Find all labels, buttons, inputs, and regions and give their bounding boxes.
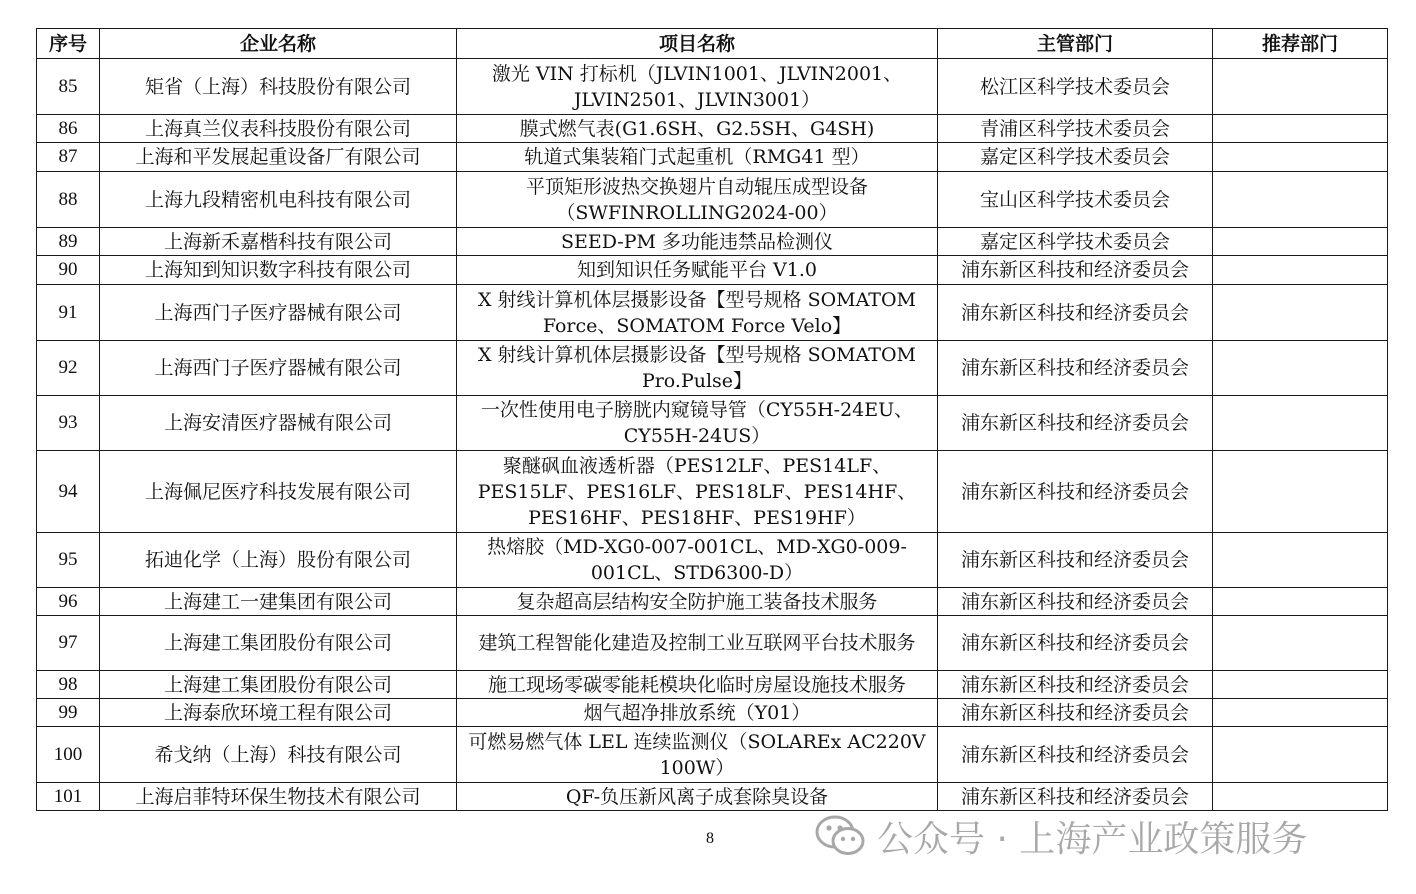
cell-dept: 浦东新区科技和经济委员会 xyxy=(938,727,1213,783)
cell-dept: 浦东新区科技和经济委员会 xyxy=(938,285,1213,341)
cell-company: 上海佩尼医疗科技发展有限公司 xyxy=(100,451,457,533)
cell-no: 90 xyxy=(37,256,100,285)
cell-recommender xyxy=(1213,341,1388,396)
cell-dept: 浦东新区科技和经济委员会 xyxy=(938,616,1213,671)
table-row xyxy=(37,143,1388,172)
cell-no: 89 xyxy=(37,228,100,256)
cell-recommender xyxy=(1213,172,1388,228)
cell-recommender xyxy=(1213,115,1388,143)
cell-project: 聚醚砜血液透析器（PES12LF、PES14LF、PES15LF、PES16LF、PES18LF、PES14HF、PES16HF、PES18HF、PES19HF） xyxy=(457,451,938,533)
cell-project: 烟气超净排放系统（Y01） xyxy=(457,699,938,727)
cell-recommender xyxy=(1213,256,1388,285)
cell-dept: 浦东新区科技和经济委员会 xyxy=(938,341,1213,396)
cell-project: 一次性使用电子膀胱内窥镜导管（CY55H-24EU、CY55H-24US） xyxy=(457,396,938,451)
cell-dept: 浦东新区科技和经济委员会 xyxy=(938,671,1213,699)
cell-recommender xyxy=(1213,727,1388,783)
cell-no: 92 xyxy=(37,341,100,396)
cell-company: 矩省（上海）科技股份有限公司 xyxy=(100,59,457,115)
cell-recommender xyxy=(1213,396,1388,451)
cell-dept: 浦东新区科技和经济委员会 xyxy=(938,256,1213,285)
cell-no: 93 xyxy=(37,396,100,451)
header-dept: 主管部门 xyxy=(938,29,1213,59)
cell-recommender xyxy=(1213,671,1388,699)
cell-no: 85 xyxy=(37,59,100,115)
header-project: 项目名称 xyxy=(457,29,938,59)
cell-recommender xyxy=(1213,588,1388,616)
cell-project: 建筑工程智能化建造及控制工业互联网平台技术服务 xyxy=(457,616,938,671)
table-row xyxy=(37,115,1388,143)
table-row xyxy=(37,59,1388,115)
cell-company: 拓迪化学（上海）股份有限公司 xyxy=(100,533,457,588)
cell-no: 94 xyxy=(37,451,100,533)
cell-recommender xyxy=(1213,783,1388,811)
cell-company: 上海建工集团股份有限公司 xyxy=(100,616,457,671)
table-row xyxy=(37,172,1388,228)
cell-recommender xyxy=(1213,285,1388,341)
cell-company: 上海九段精密机电科技有限公司 xyxy=(100,172,457,228)
cell-company: 上海启菲特环保生物技术有限公司 xyxy=(100,783,457,811)
cell-company: 上海真兰仪表科技股份有限公司 xyxy=(100,115,457,143)
cell-project: 激光 VIN 打标机（JLVIN1001、JLVIN2001、JLVIN2501、JLVIN3001） xyxy=(457,59,938,115)
cell-project: X 射线计算机体层摄影设备【型号规格 SOMATOM Pro.Pulse】 xyxy=(457,341,938,396)
cell-recommender xyxy=(1213,451,1388,533)
cell-company: 上海知到知识数字科技有限公司 xyxy=(100,256,457,285)
table-row xyxy=(37,727,1388,783)
cell-dept: 嘉定区科学技术委员会 xyxy=(938,143,1213,172)
cell-no: 91 xyxy=(37,285,100,341)
cell-project: 施工现场零碳零能耗模块化临时房屋设施技术服务 xyxy=(457,671,938,699)
cell-dept: 浦东新区科技和经济委员会 xyxy=(938,451,1213,533)
cell-dept: 浦东新区科技和经济委员会 xyxy=(938,396,1213,451)
table-row xyxy=(37,228,1388,256)
table-row xyxy=(37,588,1388,616)
cell-company: 希戈纳（上海）科技有限公司 xyxy=(100,727,457,783)
cell-company: 上海新禾嘉楷科技有限公司 xyxy=(100,228,457,256)
cell-company: 上海西门子医疗器械有限公司 xyxy=(100,341,457,396)
cell-dept: 浦东新区科技和经济委员会 xyxy=(938,533,1213,588)
table-row xyxy=(37,671,1388,699)
page-number: 8 xyxy=(706,830,714,847)
cell-project: 平顶矩形波热交换翅片自动辊压成型设备（SWFINROLLING2024-00） xyxy=(457,172,938,228)
cell-no: 99 xyxy=(37,699,100,727)
table-row xyxy=(37,341,1388,396)
cell-recommender xyxy=(1213,143,1388,172)
cell-company: 上海和平发展起重设备厂有限公司 xyxy=(100,143,457,172)
cell-project: SEED-PM 多功能违禁品检测仪 xyxy=(457,228,938,256)
cell-recommender xyxy=(1213,533,1388,588)
cell-dept: 宝山区科学技术委员会 xyxy=(938,172,1213,228)
cell-dept: 松江区科学技术委员会 xyxy=(938,59,1213,115)
table-row xyxy=(37,699,1388,727)
cell-no: 97 xyxy=(37,616,100,671)
cell-recommender xyxy=(1213,228,1388,256)
cell-project: 膜式燃气表(G1.6SH、G2.5SH、G4SH) xyxy=(457,115,938,143)
cell-no: 100 xyxy=(37,727,100,783)
wechat-icon xyxy=(815,814,867,858)
cell-company: 上海建工集团股份有限公司 xyxy=(100,671,457,699)
header-recommender: 推荐部门 xyxy=(1213,29,1388,59)
cell-project: 知到知识任务赋能平台 V1.0 xyxy=(457,256,938,285)
table-row xyxy=(37,533,1388,588)
cell-project: 热熔胶（MD-XG0-007-001CL、MD-XG0-009-001CL、STD6300-D） xyxy=(457,533,938,588)
cell-no: 87 xyxy=(37,143,100,172)
cell-dept: 青浦区科学技术委员会 xyxy=(938,115,1213,143)
table-row xyxy=(37,451,1388,533)
cell-company: 上海泰欣环境工程有限公司 xyxy=(100,699,457,727)
cell-dept: 浦东新区科技和经济委员会 xyxy=(938,783,1213,811)
cell-project: 轨道式集装箱门式起重机（RMG41 型） xyxy=(457,143,938,172)
watermark-text: 公众号 · 上海产业政策服务 xyxy=(877,818,1308,860)
table-row xyxy=(37,396,1388,451)
cell-company: 上海建工一建集团有限公司 xyxy=(100,588,457,616)
cell-no: 98 xyxy=(37,671,100,699)
cell-dept: 浦东新区科技和经济委员会 xyxy=(938,588,1213,616)
cell-no: 88 xyxy=(37,172,100,228)
cell-company: 上海安清医疗器械有限公司 xyxy=(100,396,457,451)
cell-project: 复杂超高层结构安全防护施工装备技术服务 xyxy=(457,588,938,616)
cell-no: 95 xyxy=(37,533,100,588)
cell-company: 上海西门子医疗器械有限公司 xyxy=(100,285,457,341)
table-row xyxy=(37,616,1388,671)
table-row xyxy=(37,285,1388,341)
cell-recommender xyxy=(1213,59,1388,115)
header-no: 序号 xyxy=(37,29,100,59)
cell-no: 101 xyxy=(37,783,100,811)
cell-no: 96 xyxy=(37,588,100,616)
table-row xyxy=(37,783,1388,811)
cell-project: QF-负压新风离子成套除臭设备 xyxy=(457,783,938,811)
table-row xyxy=(37,256,1388,285)
header-company: 企业名称 xyxy=(100,29,457,59)
project-table xyxy=(36,28,1388,811)
cell-dept: 嘉定区科学技术委员会 xyxy=(938,228,1213,256)
watermark xyxy=(815,808,1307,864)
cell-recommender xyxy=(1213,616,1388,671)
cell-project: X 射线计算机体层摄影设备【型号规格 SOMATOM Force、SOMATOM Force Velo】 xyxy=(457,285,938,341)
cell-recommender xyxy=(1213,699,1388,727)
cell-project: 可燃易燃气体 LEL 连续监测仪（SOLAREx AC220V 100W） xyxy=(457,727,938,783)
cell-no: 86 xyxy=(37,115,100,143)
cell-dept: 浦东新区科技和经济委员会 xyxy=(938,699,1213,727)
table-header-row xyxy=(37,29,1388,59)
